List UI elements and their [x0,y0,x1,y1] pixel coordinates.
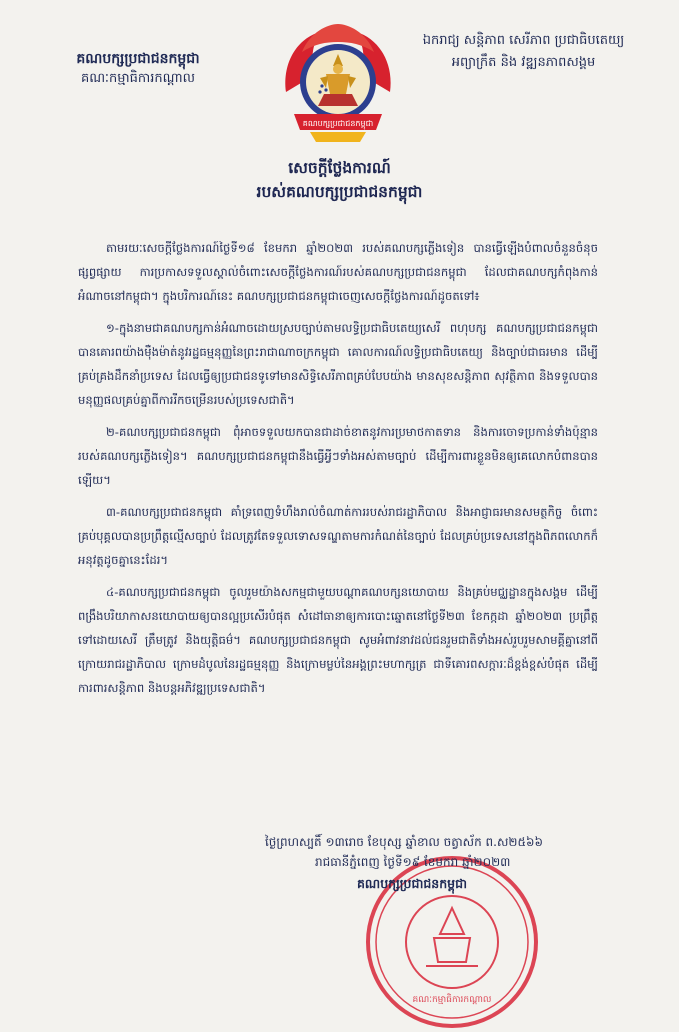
paragraph-point-2: ២-គណបក្សប្រជាជនកម្ពុជា ពុំអាចទទួលយកបានជាដាច់ខាតនូវការប្រមាថកាតទាន និងការចោទប្រកាន់ទាំងប៉ុន្មានរបស់គណបក្សភ្លើងទៀន។ គណបក្សប្រជាជនកម្ពុជានឹងធ្វើអ្វីៗទាំងអស់តាមច្បាប់ ដើម្បីការពារខ្លួនមិនឲ្យគេលោកបំពានបានឡើយ។ [78,425,598,487]
paragraph-point-3: ៣-គណបក្សប្រជាជនកម្ពុជា គាំទ្រពេញទំហឹងរាល់ចំណាត់ការរបស់រាជរដ្ឋាភិបាល និងអាជ្ញាធរមានសមត្ថកិច្ច ចំពោះគ្រប់បុគ្គលបានប្រព្រឹត្តល្មើសច្បាប់ ដែលត្រូវតែទទួលទោសទណ្ឌតាមការកំណត់នៃច្បាប់ ដែលគ្រប់ប្រទេសនៅក្នុងពិភពលោកក៏អនុវត្តដូចគ្នានេះដែរ។ [78,505,598,567]
paragraph-point-4: ៤-គណបក្សប្រជាជនកម្ពុជា ចូលរួមយ៉ាងសកម្មជាមួយបណ្តាគណបក្សនយោបាយ និងគ្រប់មជ្ឈដ្ឋានក្នុងសង្គម ដើម្បីពង្រឹងបរិយាកាសនយោបាយឲ្យបានល្អប្រសើរបំផុត សំដៅធានាឲ្យការបោះឆ្នោតនៅថ្ងៃទី២៣ ខែកក្កដា ឆ្នាំ២០២៣ ប្រព្រឹត្តទៅដោយសេរី ត្រឹមត្រូវ និងយុត្តិធម៌។ គណបក្សប្រជាជនកម្ពុជា សូមអំពាវនាវដល់ជនរួមជាតិទាំងអស់រួបរួមសាមគ្គីគ្នានៅពីក្រោយរាជរដ្ឋាភិបាល ក្រោមដំបូលនៃរដ្ឋធម្មនុញ្ញ និងក្រោមម្លប់នៃអង្គព្រះមហាក្សត្រ ជាទីគោរពសក្ការៈដ៏ខ្ពង់ខ្ពស់បំផុត ដើម្បីការពារសន្តិភាព និងបន្តអភិវឌ្ឍប្រទេសជាតិ។ [78,585,598,695]
statement-body [78,236,598,708]
national-motto-line1: ឯករាជ្យ សន្តិភាព សេរីភាព ប្រជាធិបតេយ្យ [422,33,625,48]
national-motto-line2: អព្យាក្រឹត និង វឌ្ឍនភាពសង្គម [451,55,596,70]
header-right [416,32,631,72]
title-line2: របស់គណបក្សប្រជាជនកម្ពុជា [256,183,423,201]
committee-name: គណៈកម្មាធិការកណ្តាល [80,71,196,86]
party-name: គណបក្សប្រជាជនកម្ពុជា [76,51,200,67]
lunar-date: ថ្ងៃព្រហស្បតិ៍ ១៣រោច ខែបុស្ស ឆ្នាំខាល ចត្វាស័ក ព.ស២៥៦៦ [265,835,543,849]
signer-name: គណបក្សប្រជាជនកម្ពុជា [357,876,467,891]
title-line1: សេចក្តីថ្លែងការណ៍ [288,159,391,177]
document-title [0,156,679,204]
party-logo-icon [280,22,396,144]
header-left [48,50,228,88]
paragraph-intro: តាមរយៈសេចក្តីថ្លែងការណ៍ថ្ងៃទី១៨ ខែមករា ឆ្នាំ២០២៣ របស់គណបក្សភ្លើងទៀន បានធ្វើឡើងបំពាលចំនួនចំនុចផ្សព្វផ្សាយ ការប្រកាសទទួលស្គាល់ចំពោះសេចក្តីថ្លែងការណ៍របស់គណបក្សប្រជាជនកម្ពុជា ដែលជាគណបក្សកំពុងកាន់អំណាចនៅកម្ពុជា។ ក្នុងបរិការណ៍នេះ គណបក្សប្រជាជនកម្ពុជាចេញសេចក្តីថ្លែងការណ៍ដូចតទៅ៖ [78,241,598,303]
date-signature-block [265,832,625,894]
svg-text:គណៈកម្មាធិការកណ្តាល: គណៈកម្មាធិការកណ្តាល [412,995,492,1005]
svg-text:គណបក្សប្រជាជនកម្ពុជា: គណបក្សប្រជាជនកម្ពុជា [302,119,374,128]
place-and-date: រាជធានីភ្នំពេញ ថ្ងៃទី១៩ ខែមករា ឆ្នាំ២០២៣ [315,855,511,869]
paragraph-point-1: ១-ក្នុងនាមជាគណបក្សកាន់អំណាចដោយស្របច្បាប់តាមលទ្ធិប្រជាធិបតេយ្យសេរី ពហុបក្ស គណបក្សប្រជាជនកម្ពុជា បានគោរពយ៉ាងម៉ឺងម៉ាត់នូវរដ្ឋធម្មនុញ្ញនៃព្រះរាជាណាចក្រកម្ពុជា គោលការណ៍លទ្ធិប្រជាធិបតេយ្យ និងច្បាប់ជាធរមាន ដើម្បីគ្រប់គ្រងដឹកនាំប្រទេស ដែលធ្វើឲ្យប្រជាជនទូទៅមានសិទ្ធិសេរីភាពគ្រប់បែបយ៉ាង មានសុខសន្តិភាព សុវត្ថិភាព និងទទួលបានមនុញ្ញផលគ្រប់គ្នាពីការរីកចម្រើនរបស់ប្រទេសជាតិ។ [78,321,598,407]
